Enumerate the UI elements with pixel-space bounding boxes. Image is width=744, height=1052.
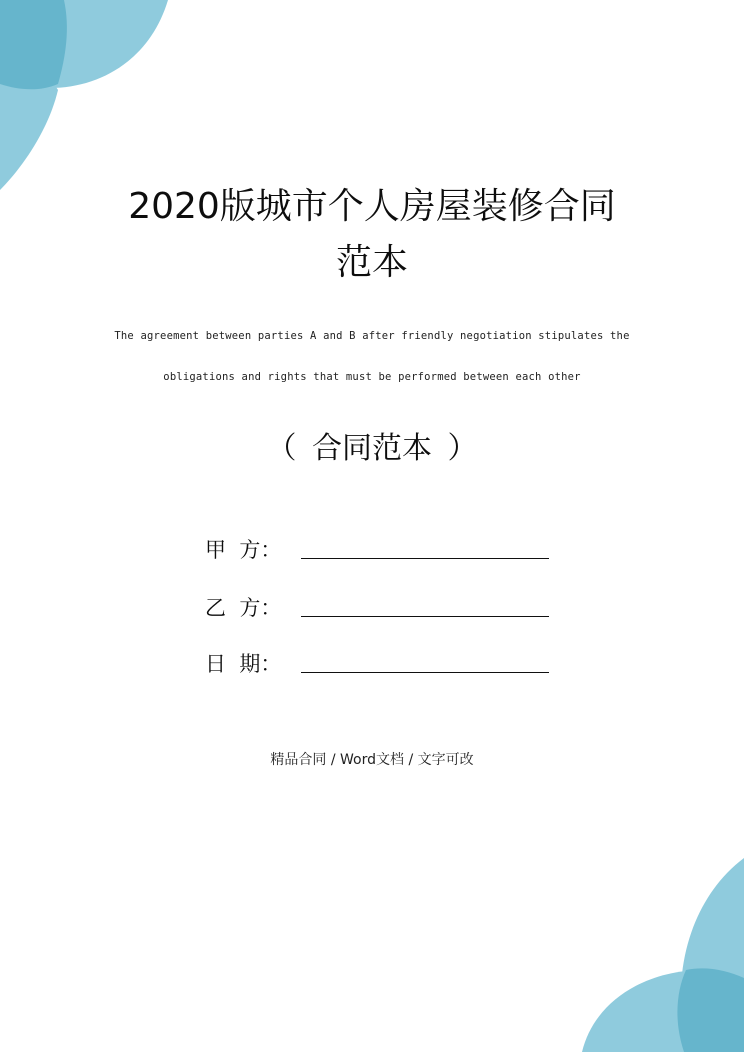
top-left-decoration xyxy=(0,0,180,200)
footer-note: 精品合同 / Word文档 / 文字可改 xyxy=(270,752,474,768)
subtitle-line-1: The agreement between parties A and B after friendly negotiation stipulates the xyxy=(114,330,630,342)
date-field xyxy=(205,646,549,678)
party-a-field xyxy=(205,532,549,564)
date-label: 日 期： xyxy=(205,652,282,676)
date-blank-line xyxy=(301,650,549,673)
party-b-field xyxy=(205,590,549,622)
bottom-right-decoration xyxy=(554,852,744,1052)
party-a-blank-line xyxy=(301,536,549,559)
document-title-line-1: 2020版城市个人房屋装修合同 xyxy=(128,186,616,227)
party-b-blank-line xyxy=(301,594,549,617)
party-b-label: 乙 方： xyxy=(205,596,282,620)
bottom-right-circle-dark xyxy=(677,968,744,1052)
party-a-label: 甲 方： xyxy=(205,538,282,562)
bottom-right-petal xyxy=(682,858,744,978)
subtitle-line-2: obligations and rights that must be performed between each other xyxy=(163,371,581,383)
top-left-circle-dark xyxy=(0,0,67,89)
document-type-label: （ 合同范本 ） xyxy=(266,431,478,466)
document-title-line-2: 范本 xyxy=(335,242,408,283)
